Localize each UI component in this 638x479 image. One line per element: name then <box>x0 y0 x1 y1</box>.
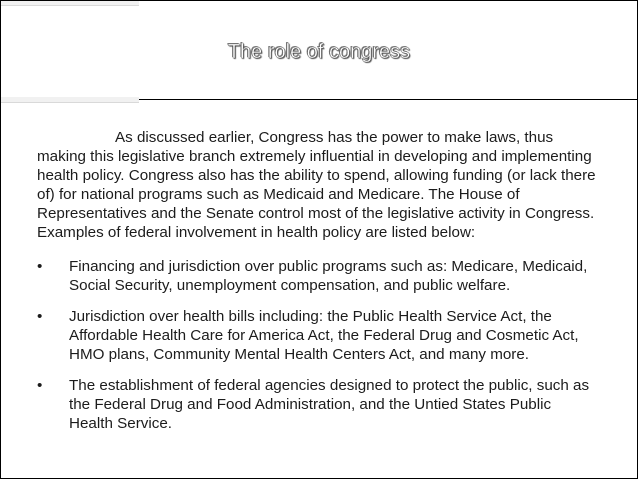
header-tab-top <box>1 1 139 6</box>
bullet-icon: • <box>37 377 43 395</box>
slide-title: The role of congress <box>227 41 411 63</box>
bullet-icon: • <box>37 307 43 325</box>
bullet-text: Financing and jurisdiction over public programs such as: Medicare, Medicaid, Social Security, unemployment compensation, and public welfare. <box>69 257 588 294</box>
intro-paragraph: As discussed earlier, Congress has the power to make laws, thus making this legislative branch extremely influential in developing and implementing health policy. Congress also has the ability to spend, allowing funding (or lack there of) for national programs such as Medicaid and Medicare. The House of Representatives and the Senate control most of the legislative activity in Congress. Examples of federal involvement in health policy are listed below: <box>37 129 596 242</box>
bullet-item <box>37 376 597 433</box>
bullet-list <box>37 257 597 434</box>
title-band <box>1 1 637 100</box>
bullet-icon: • <box>37 257 43 275</box>
bullet-item <box>37 307 597 364</box>
bullet-text: Jurisdiction over health bills including: the Public Health Service Act, the Affordable Health Care for America Act, the Federal Drug and Cosmetic Act, HMO plans, Community Mental Health Centers Act, and many more. <box>69 307 579 363</box>
bullet-item <box>37 257 597 295</box>
bullet-text: The establishment of federal agencies designed to protect the public, such as the Federal Drug and Food Administration, and the Untied States Public Health Service. <box>69 377 590 433</box>
header-tab-bottom <box>1 97 139 103</box>
slide-body <box>37 128 597 445</box>
